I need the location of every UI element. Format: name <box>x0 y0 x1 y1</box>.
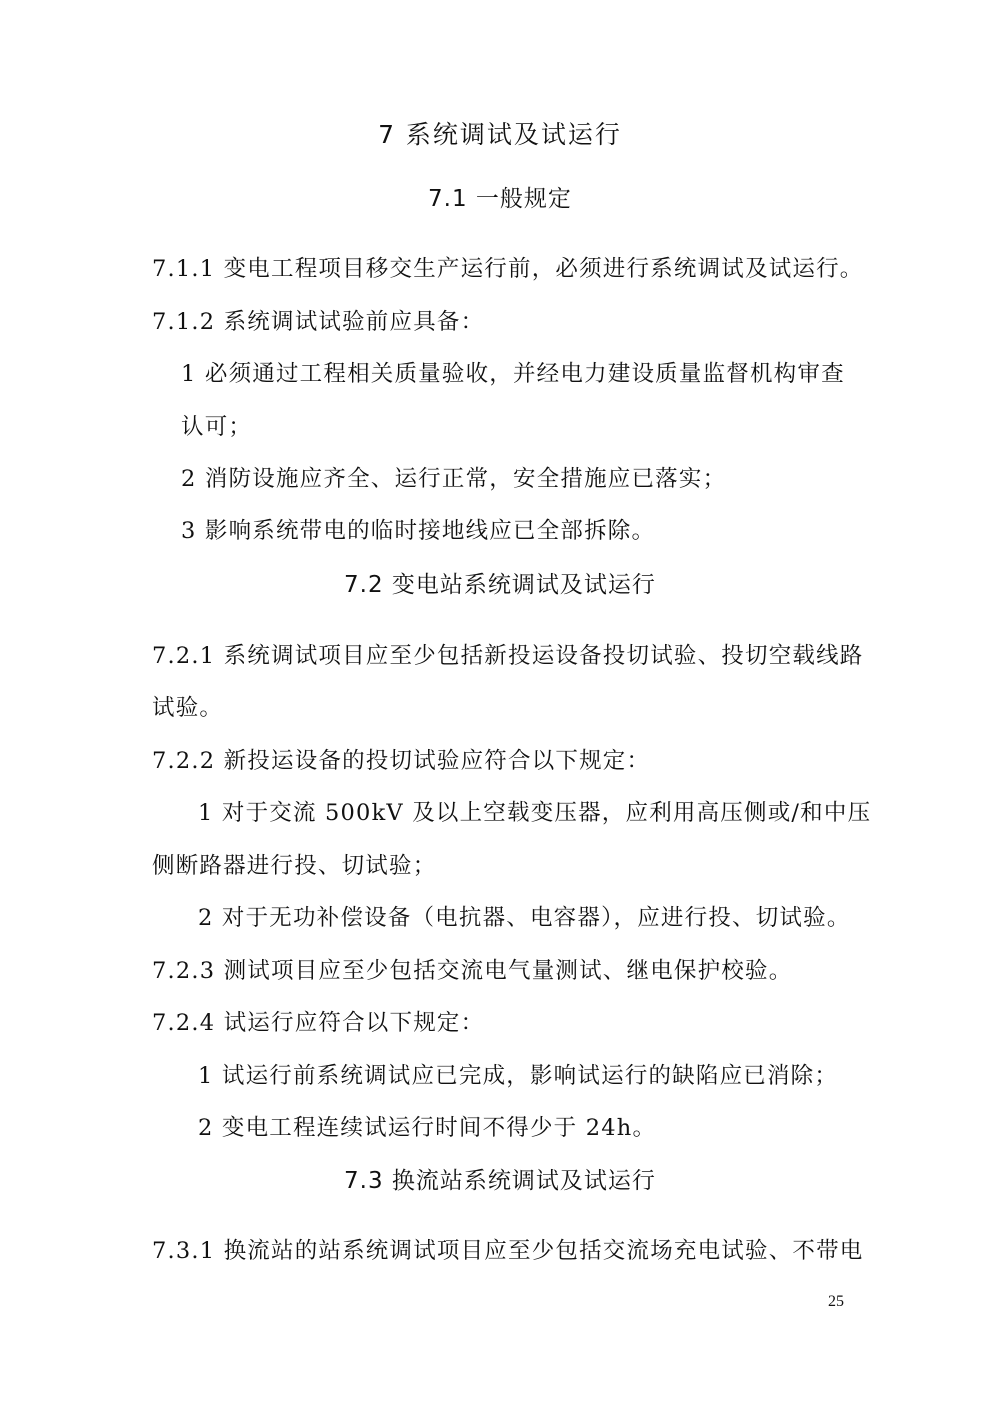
item-7-1-2-2: 2 消防设施应齐全、运行正常，安全措施应已落实； <box>181 466 727 492</box>
clause-7-2-3: 7.2.3 测试项目应至少包括交流电气量测试、继电保护校验。 <box>152 958 793 984</box>
item-7-2-2-2: 2 对于无功补偿设备（电抗器、电容器），应进行投、切试验。 <box>198 905 851 931</box>
clause-7-2-1: 7.2.1 系统调试项目应至少包括新投运设备投切试验、投切空载线路 <box>152 643 864 669</box>
item-7-2-2-1-cont: 侧断路器进行投、切试验； <box>152 853 437 879</box>
clause-7-1-1: 7.1.1 变电工程项目移交生产运行前，必须进行系统调试及试运行。 <box>152 256 864 282</box>
clause-7-2-1-cont: 试验。 <box>152 695 224 721</box>
clause-7-2-2: 7.2.2 新投运设备的投切试验应符合以下规定： <box>152 748 651 774</box>
section-heading-7-2: 7.2 变电站系统调试及试运行 <box>344 572 656 598</box>
clause-7-2-4: 7.2.4 试运行应符合以下规定： <box>152 1010 485 1036</box>
item-7-1-2-3: 3 影响系统带电的临时接地线应已全部拆除。 <box>181 518 656 544</box>
item-7-2-4-2: 2 变电工程连续试运行时间不得少于 24h。 <box>198 1115 657 1141</box>
item-7-2-4-1: 1 试运行前系统调试应已完成，影响试运行的缺陷应已消除； <box>198 1063 839 1089</box>
page-number: 25 <box>828 1293 844 1310</box>
clause-7-1-2: 7.1.2 系统调试试验前应具备： <box>152 309 485 335</box>
chapter-title: 7 系统调试及试运行 <box>378 120 622 149</box>
item-7-1-2-1-cont: 认可； <box>181 414 253 440</box>
item-7-1-2-1: 1 必须通过工程相关质量验收，并经电力建设质量监督机构审查 <box>181 361 845 387</box>
section-heading-7-3: 7.3 换流站系统调试及试运行 <box>344 1168 656 1194</box>
section-heading-7-1: 7.1 一般规定 <box>428 186 572 212</box>
clause-7-3-1: 7.3.1 换流站的站系统调试项目应至少包括交流场充电试验、不带电 <box>152 1238 864 1264</box>
item-7-2-2-1: 1 对于交流 500kV 及以上空载变压器，应利用高压侧或/和中压 <box>198 800 872 826</box>
